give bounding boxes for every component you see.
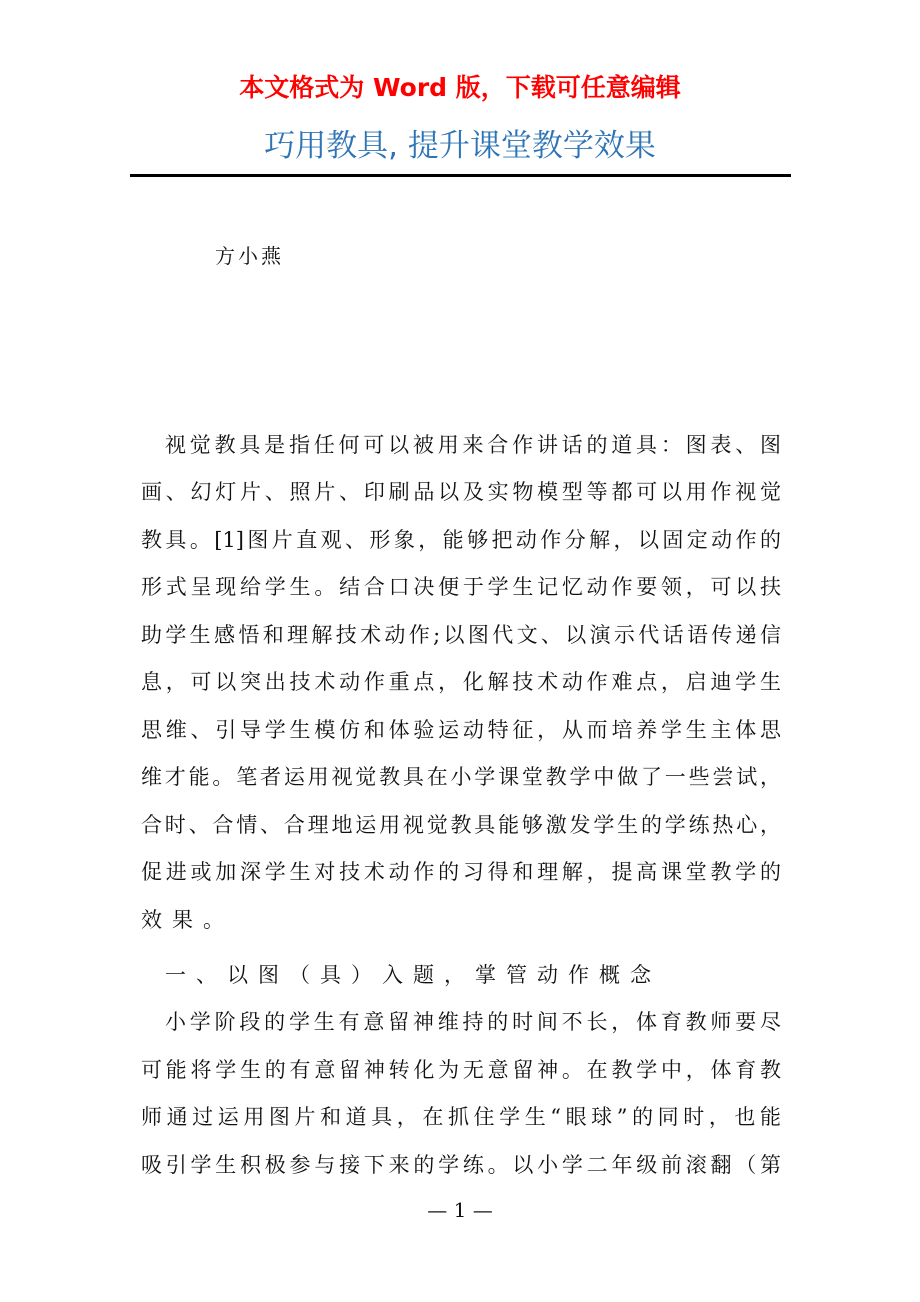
paragraph-line: 视觉教具是指任何可以被用来合作讲话的道具：图表、图 — [165, 433, 781, 457]
paragraph-line: 吸引学生积极参与接下来的学练。以小学二年级前滚翻（第 — [141, 1153, 781, 1177]
section-heading: 一、以图（具）入题，掌管动作概念 — [165, 963, 661, 987]
paragraph-line: 息，可以突出技术动作重点，化解技术动作难点，启迪学生 — [141, 670, 781, 694]
author-name: 方小燕 — [215, 244, 284, 268]
paragraph-line: 思维、引导学生模仿和体验运动特征，从而培养学生主体思 — [141, 718, 781, 742]
document-title: 巧用教具, 提升课堂教学效果 — [264, 128, 656, 164]
paragraph-line: 画、幻灯片、照片、印刷品以及实物模型等都可以用作视觉 — [141, 480, 781, 504]
paragraph-line: 促进或加深学生对技术动作的习得和理解，提高课堂教学的 — [141, 860, 781, 884]
paragraph-line: 形式呈现给学生。结合口决便于学生记忆动作要领，可以扶 — [141, 575, 781, 599]
paragraph-line: 师通过运用图片和道具，在抓住学生“眼球”的同时，也能 — [141, 1105, 781, 1129]
paragraph-line: 可能将学生的有意留神转化为无意留神。在教学中，体育教 — [141, 1058, 781, 1082]
title-divider — [130, 174, 791, 177]
paragraph-line: 合时、合情、合理地运用视觉教具能够激发学生的学练热心， — [141, 813, 781, 837]
format-notice-banner: 本文格式为 Word 版，下载可任意编辑 — [239, 73, 681, 102]
paragraph-line: 教具。[1]图片直观、形象，能够把动作分解，以固定动作的 — [141, 528, 781, 552]
page-number: — 1 — — [427, 1198, 493, 1222]
paragraph-line: 小学阶段的学生有意留神维持的时间不长，体育教师要尽 — [165, 1010, 781, 1034]
paragraph-line: 效果。 — [141, 908, 234, 932]
paragraph-line: 助学生感悟和理解技术动作;以图代文、以演示代话语传递信 — [141, 623, 781, 647]
paragraph-line: 维才能。笔者运用视觉教具在小学课堂教学中做了一些尝试， — [141, 765, 781, 789]
